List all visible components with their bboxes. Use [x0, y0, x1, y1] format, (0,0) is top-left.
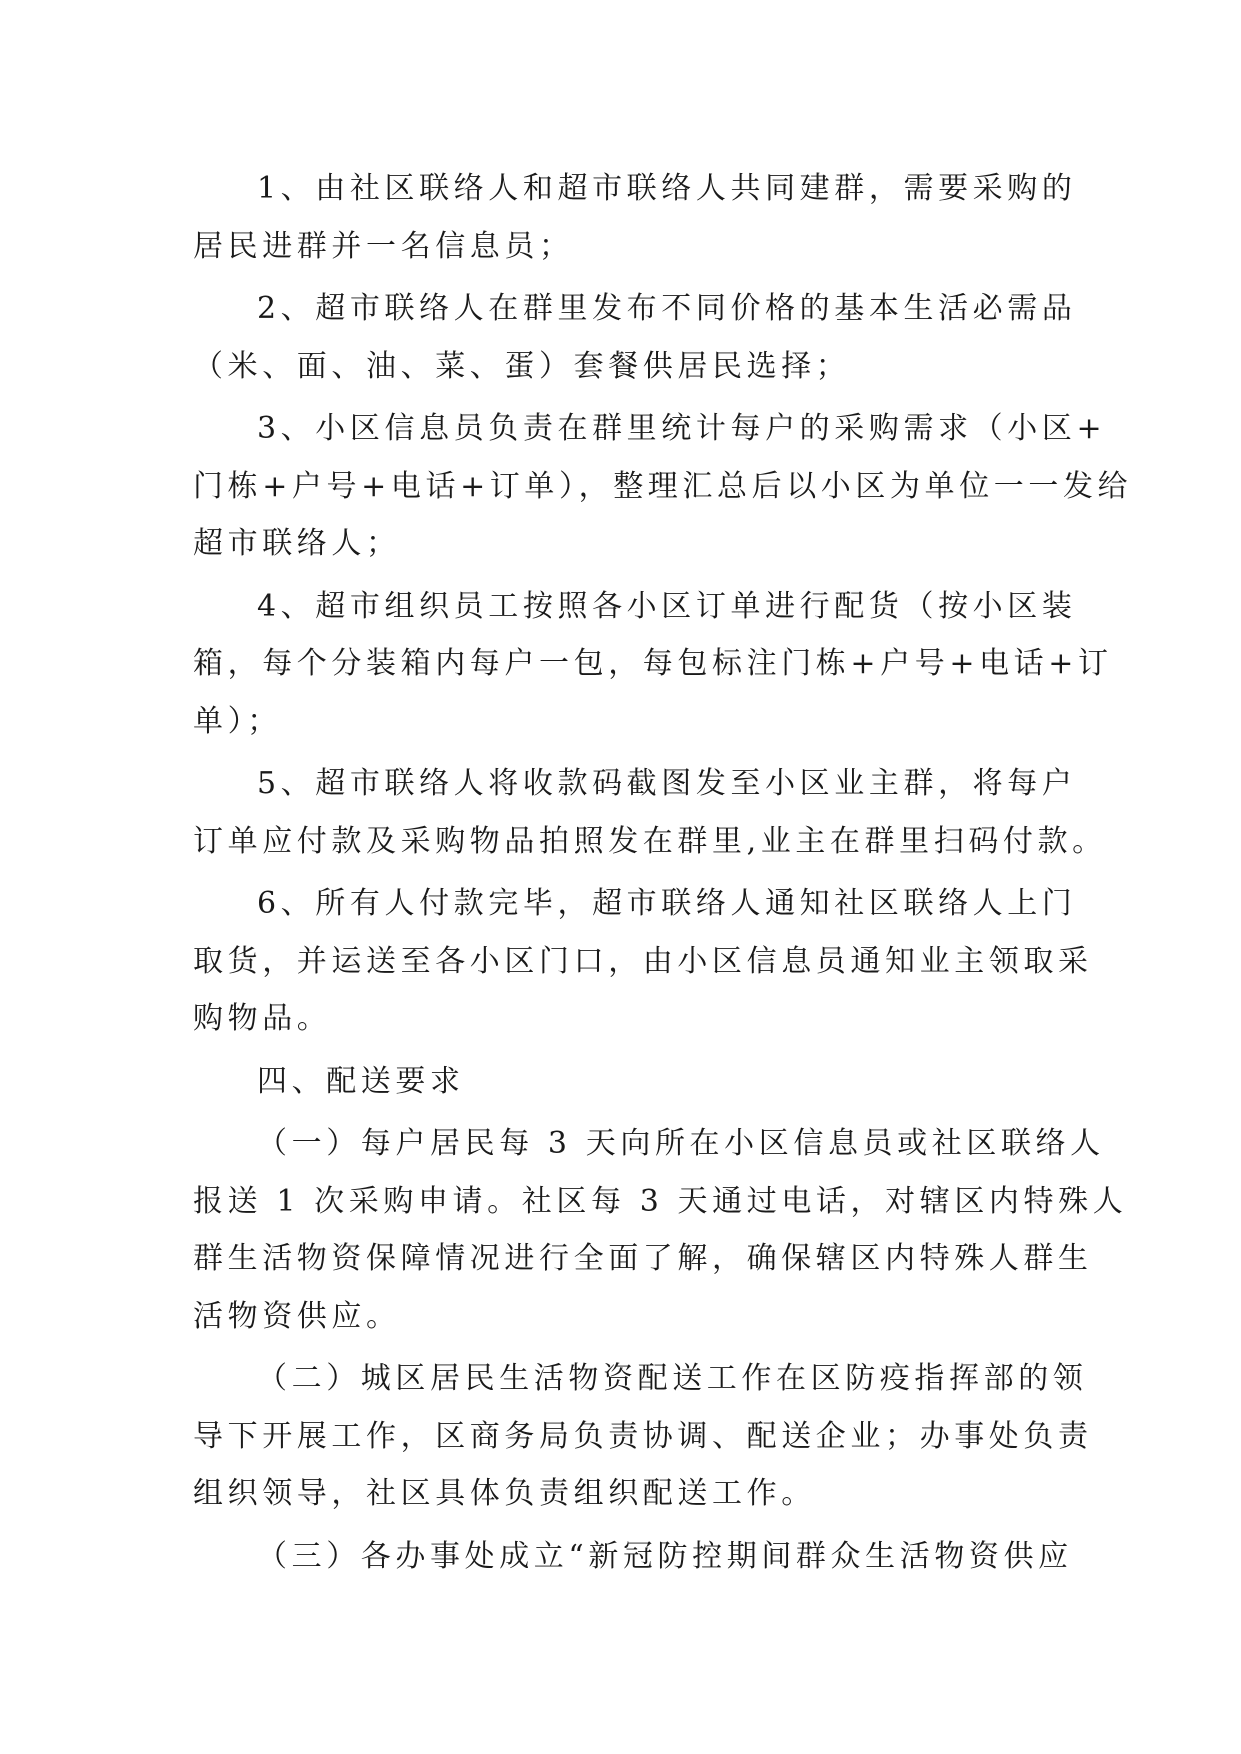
text-line: 1、由社区联络人和超市联络人共同建群，需要采购的 — [257, 171, 1077, 206]
text-line: 导下开展工作，区商务局负责协调、配送企业；办事处负责 — [193, 1418, 1093, 1454]
text-line: 购物品。 — [193, 1001, 332, 1036]
text-line: 报送 1 次采购申请。社区每 3 天通过电话，对辖区内特殊人 — [193, 1183, 1128, 1219]
text-line: 取货，并运送至各小区门口，由小区信息员通知业主领取采 — [193, 943, 1093, 979]
text-line: 群生活物资保障情况进行全面了解，确保辖区内特殊人群生 — [193, 1241, 1093, 1276]
text-line: 订单应付款及采购物品拍照发在群里,业主在群里扫码付款。 — [193, 823, 1107, 859]
text-line: 超市联络人； — [193, 526, 401, 561]
text-line: 门栋+户号+电话+订单），整理汇总后以小区为单位一一发给 — [193, 468, 1133, 504]
text-line: 4、超市组织员工按照各小区订单进行配货（按小区装 — [257, 588, 1077, 624]
document-body — [193, 160, 1133, 1585]
text-line: （二）城区居民生活物资配送工作在区防疫指挥部的领 — [257, 1361, 1088, 1396]
text-line: （米、面、油、菜、蛋）套餐供居民选择； — [193, 348, 851, 384]
text-line: 5、超市联络人将收款码截图发至小区业主群，将每户 — [257, 766, 1077, 801]
text-line: 四、配送要求 — [257, 1063, 465, 1099]
text-line: 3、小区信息员负责在群里统计每户的采购需求（小区+ — [257, 411, 1107, 446]
text-line: 箱，每个分装箱内每户一包，每包标注门栋+户号+电话+订 — [193, 646, 1113, 681]
text-line: （一）每户居民每 3 天向所在小区信息员或社区联络人 — [257, 1126, 1105, 1161]
text-line: （三）各办事处成立“新冠防控期间群众生活物资供应 — [257, 1538, 1073, 1574]
text-line: 活物资供应。 — [193, 1298, 401, 1334]
text-line: 2、超市联络人在群里发布不同价格的基本生活必需品 — [257, 291, 1077, 326]
text-line: 居民进群并一名信息员； — [193, 228, 574, 264]
text-line: 6、所有人付款完毕，超市联络人通知社区联络人上门 — [257, 886, 1077, 921]
text-line: 组织领导，社区具体负责组织配送工作。 — [193, 1476, 816, 1511]
text-line: 单）； — [193, 703, 282, 739]
